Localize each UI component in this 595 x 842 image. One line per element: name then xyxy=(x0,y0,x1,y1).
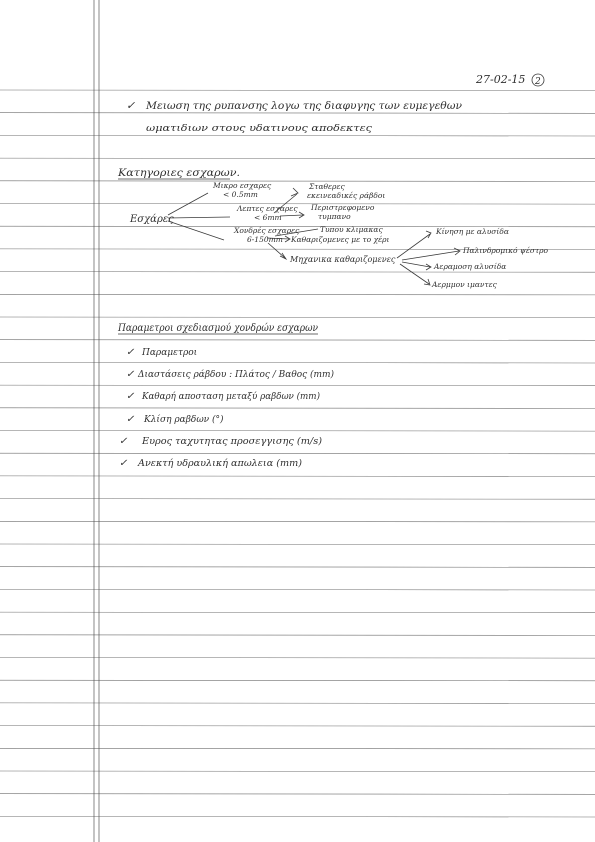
intro-line-2: ωματιδιων στους υδατινους αποδεκτες xyxy=(146,123,373,134)
mech-type-continuous-chain: Αεραμοση αλυσίδα xyxy=(434,262,507,271)
param-check-icon: ✓ xyxy=(126,347,135,358)
branch-fine-label: Λεπτες εσχαρες xyxy=(237,204,298,213)
param-check-icon: ✓ xyxy=(126,391,135,402)
branch-micro-label: Μικρο εσχαρες xyxy=(213,181,272,190)
branch-coarse-size: 6-150mm xyxy=(247,235,283,244)
mech-type-belt: Αερμμον ιμαντες xyxy=(432,280,497,289)
fine-type-fixed-detail: εκεινεαδικές ράβδοι xyxy=(307,191,386,200)
param-item: Καθαρή αποσταση μεταξύ ραβδων (mm) xyxy=(142,392,326,402)
branch-coarse-label: Χονδρές εσχαρες xyxy=(234,226,300,235)
coarse-type-step: Τυπου κλιμακας xyxy=(320,225,383,234)
param-check-icon: ✓ xyxy=(119,436,128,447)
coarse-type-manual: Καθαριζομενες με το χέρι xyxy=(291,235,390,244)
param-check-icon: ✓ xyxy=(119,458,128,469)
intro-check-icon: ✓ xyxy=(126,99,136,112)
param-check-icon: ✓ xyxy=(126,414,135,425)
fine-type-drum-label: Περιστρεφομενο xyxy=(311,203,375,212)
param-item: Ανεκτή υδραυλική απωλεια (mm) xyxy=(138,459,292,469)
branch-fine-size: < 6mm xyxy=(254,213,282,222)
fine-type-fixed-label: Σταθερες xyxy=(309,182,345,191)
parameters-heading: Παραμετροι σχεδιασμού χονδρών εσχαρων xyxy=(117,323,318,334)
categories-heading: Κατηγοριες εσχαρων. xyxy=(116,167,240,179)
param-item: Κλίση ραβδων (°) xyxy=(144,415,224,425)
param-check-icon: ✓ xyxy=(126,369,135,380)
param-item: Ευρος ταχυτητας προσεγγισης (m/s) xyxy=(142,437,309,447)
mech-type-chain: Κίνηση με αλυσίδα xyxy=(436,227,509,236)
param-item: Διαστάσεις ράβδου : Πλάτος / Βαθος (mm) xyxy=(138,370,335,380)
coarse-type-mechanical: Μηχανικα καθαριζομενες xyxy=(290,255,396,264)
fine-type-drum-detail: τυμπανο xyxy=(318,212,351,221)
page-date: 27-02-15 xyxy=(476,73,526,86)
param-item: Παραμετροι xyxy=(142,348,198,358)
page-number: 2 xyxy=(535,77,541,87)
category-root: Εσχάρες xyxy=(130,214,174,225)
branch-micro-size: < 0.5mm xyxy=(223,190,258,199)
intro-line-1: Μειωση της ρυπανσης λογω της διαφυγης των ευμεγεθων xyxy=(144,101,463,112)
mech-type-reciprocating: Παλινδρομικό ψέστρο xyxy=(463,246,549,255)
